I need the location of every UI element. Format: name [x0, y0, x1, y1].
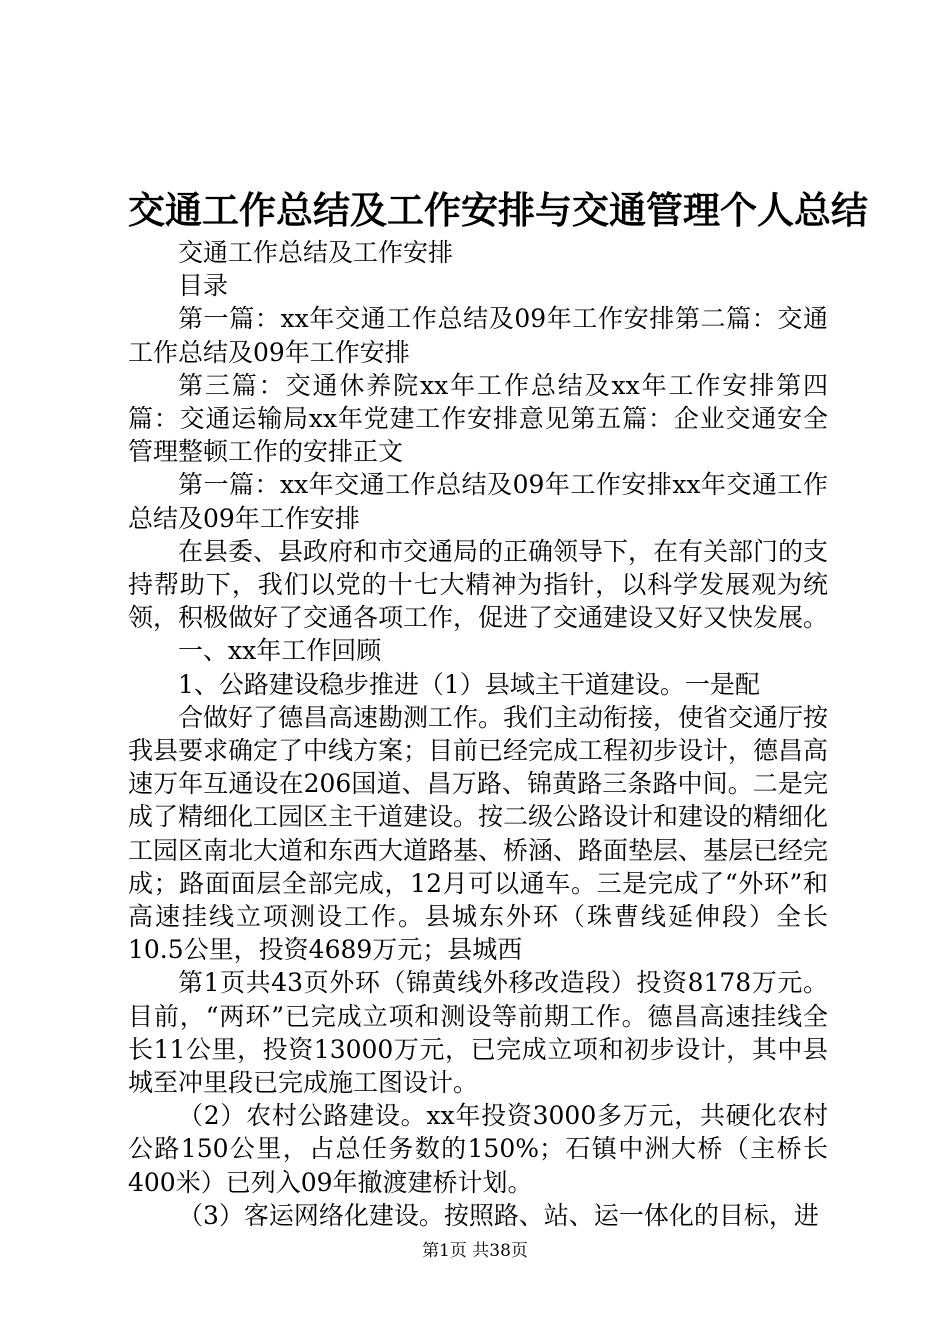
page-footer: 第1页 共38页 — [422, 1241, 528, 1261]
paragraph-road-construction: 1、公路建设稳步推进（1）县域主干道建设。一是配 — [178, 669, 760, 699]
paragraph-toc-2: 第三篇：交通休养院xx年工作总结及xx年工作安排第四篇：交通运输局xx年党建工作安排意见第五篇：企业交通安全管理整顿工作的安排正文 — [128, 370, 828, 467]
document-body — [128, 236, 828, 1232]
paragraph-toc-1: 第一篇：xx年交通工作总结及09年工作安排第二篇：交通工作总结及09年工作安排 — [128, 304, 828, 367]
paragraph-ring-road: 第1页共43页外环（锦黄线外移改造段）投资8178万元。目前，“两环”已完成立项和测设等前期工作。德昌高速挂线全长11公里，投资13000万元，已完成立项和初步设计，其中县城至冲里段已完成施工图设计。 — [128, 968, 828, 1098]
paragraph-heading-review: 一、xx年工作回顾 — [178, 636, 382, 666]
paragraph-highway-survey: 合做好了德昌高速勘测工作。我们主动衔接，使省交通厅按我县要求确定了中线方案；目前已经完成工程初步设计，德昌高速万年互通设在206国道、昌万路、锦黄路三条路中间。二是完成了精细化工园区主干道建设。按二级公路设计和建设的精细化工园区南北大道和东西大道路基、桥涵、路面垫层、基层已经完成；路面面层全部完成，12月可以通车。三是完成了“外环”和高速挂线立项测设工作。县城东外环（珠曹线延伸段）全长10.5公里，投资4689万元；县城西 — [128, 702, 829, 965]
paragraph-section-1-title: 第一篇：xx年交通工作总结及09年工作安排xx年交通工作总结及09年工作安排 — [128, 470, 828, 533]
paragraph-passenger-network: （3）客运网络化建设。按照路、站、运一体化的目标，进 — [178, 1200, 819, 1230]
paragraph-intro: 在县委、县政府和市交通局的正确领导下，在有关部门的支持帮助下，我们以党的十七大精神为指针，以科学发展观为统领，积极做好了交通各项工作，促进了交通建设又好又快发展。 — [128, 536, 829, 633]
paragraph-toc-heading: 目录 — [178, 271, 229, 301]
paragraph-rural-roads: （2）农村公路建设。xx年投资3000多万元，共硬化农村公路150公里，占总任务数的150%；石镇中洲大桥（主桥长400米）已列入09年撤渡建桥计划。 — [128, 1101, 828, 1197]
document-title: 交通工作总结及工作安排与交通管理个人总结 — [128, 188, 868, 232]
paragraph-subtitle: 交通工作总结及工作安排 — [178, 238, 454, 267]
